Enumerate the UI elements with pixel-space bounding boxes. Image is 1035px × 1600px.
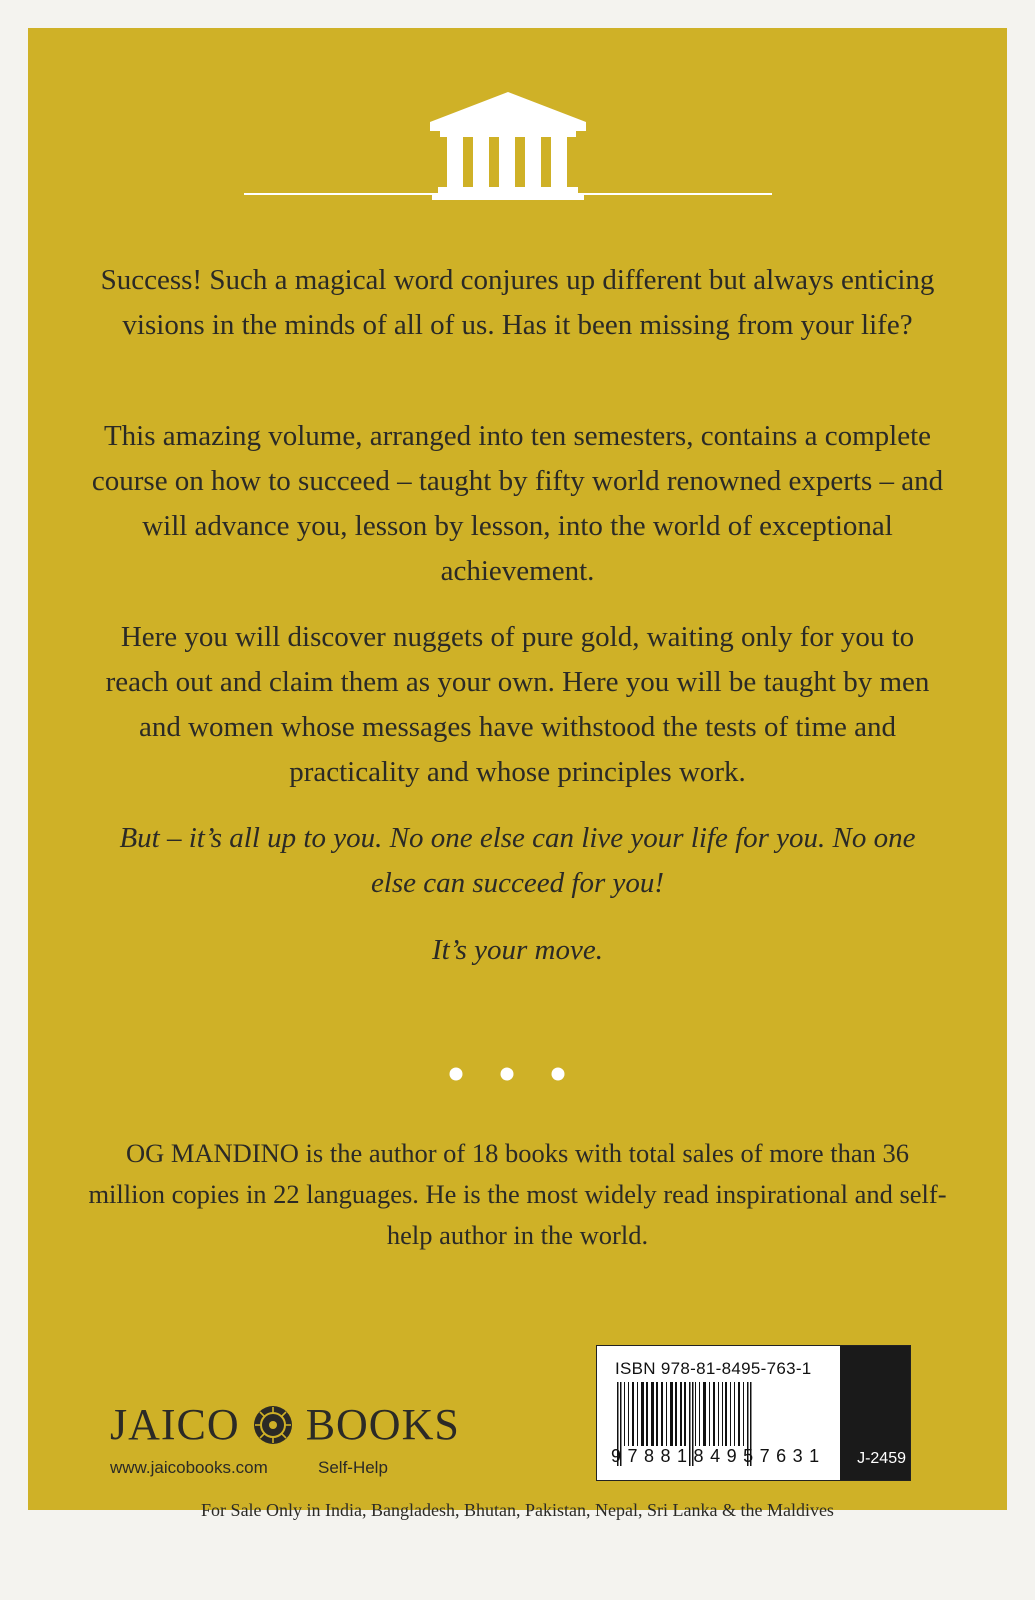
back-cover xyxy=(28,28,1007,1510)
blurb-paragraph-4: But – it’s all up to you. No one else can live your life for you. No one else can succeed for you! xyxy=(119,822,916,899)
barcode-bar xyxy=(743,1382,744,1446)
barcode-bar xyxy=(666,1382,667,1446)
isbn-barcode xyxy=(596,1345,911,1481)
barcode-bar xyxy=(661,1382,663,1446)
barcode-bar xyxy=(684,1382,686,1446)
barcode-bar xyxy=(713,1382,715,1446)
barcode-bar xyxy=(699,1382,700,1446)
publisher-name-right: BOOKS xyxy=(305,1400,460,1449)
barcode-bar xyxy=(709,1382,710,1446)
blurb-paragraph-1: Success! Such a magical word conjures up different but always enticing visions in the minds of all of us. Has it been missing from your life? xyxy=(100,264,935,341)
barcode-bar xyxy=(675,1382,677,1446)
barcode-bar xyxy=(637,1382,638,1446)
barcode-bar xyxy=(725,1382,727,1446)
barcode-bar xyxy=(722,1382,723,1446)
blurb-paragraph-3: Here you will discover nuggets of pure gold, waiting only for you to reach out and claim them as your own. Here you will be taught by men and women whose messages have withstood the tests of time and practicality and whose principles work. xyxy=(105,621,930,788)
author-bio: OG MANDINO is the author of 18 books with total sales of more than 36 million copies in 22 languages. He is the most widely read inspirational and self-help author in the world. xyxy=(88,1138,947,1250)
temple-columns-icon xyxy=(28,28,1007,228)
publisher-logo xyxy=(110,1400,490,1490)
barcode-bar xyxy=(718,1382,719,1446)
barcode-bar xyxy=(632,1382,634,1446)
barcode-digits: 9788184957631 xyxy=(611,1446,826,1466)
barcode-bar xyxy=(738,1382,740,1446)
sales-territory-note: For Sale Only in India, Bangladesh, Bhutan, Pakistan, Nepal, Sri Lanka & the Maldives xyxy=(201,1500,834,1520)
barcode-bar xyxy=(703,1382,706,1446)
publisher-sun-icon xyxy=(252,1404,294,1446)
barcode-bar xyxy=(646,1382,648,1446)
barcode-code-panel xyxy=(840,1346,910,1480)
publisher-website: www.jaicobooks.com xyxy=(110,1458,268,1477)
isbn-label: ISBN 978-81-8495-763-1 xyxy=(615,1359,812,1378)
barcode-bar xyxy=(695,1382,696,1446)
book-category: Self-Help xyxy=(318,1458,388,1477)
barcode-bar xyxy=(624,1382,625,1446)
barcode-bar xyxy=(734,1382,735,1446)
barcode-bar xyxy=(730,1382,731,1446)
barcode-bar xyxy=(641,1382,644,1446)
barcode-bar xyxy=(651,1382,654,1446)
product-code: J-2459 xyxy=(857,1450,906,1467)
barcode-bar xyxy=(680,1382,682,1446)
publisher-name-left: JAICO xyxy=(110,1400,240,1449)
blurb-paragraph-2: This amazing volume, arranged into ten semesters, contains a complete course on how to succeed – taught by fifty world renowned experts – and will advance you, lesson by lesson, into the world of exceptional achievement. xyxy=(91,420,944,587)
barcode-bar xyxy=(628,1382,629,1446)
barcode-bar xyxy=(670,1382,673,1446)
barcode-bar xyxy=(656,1382,658,1446)
blurb-paragraph-5: It’s your move. xyxy=(431,934,603,966)
section-divider-dots xyxy=(28,1064,1007,1084)
